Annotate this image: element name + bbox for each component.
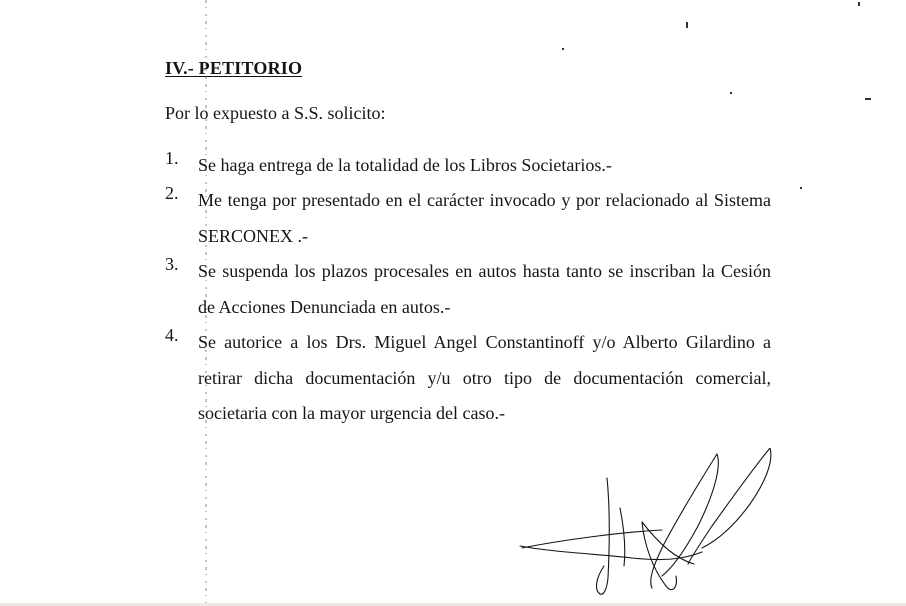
list-item-number: 3. xyxy=(165,254,179,274)
list-item xyxy=(165,254,771,325)
list-item xyxy=(165,325,771,432)
list-item-text: Se haga entrega de la totalidad de los Libros Societarios.- xyxy=(198,155,612,175)
list-item-text: Se suspenda los plazos procesales en autos hasta tanto se inscriban la Cesión de Acciones Denunciada en autos.- xyxy=(198,261,771,317)
list-item-text: Se autorice a los Drs. Miguel Angel Constantinoff y/o Alberto Gilardino a retirar dicha documentación y/u otro tipo de documentación comercial, societaria con la mayor urgencia del caso.- xyxy=(198,332,771,423)
scan-speck xyxy=(686,22,688,28)
scan-speck xyxy=(858,2,860,6)
scan-speck xyxy=(730,92,732,94)
scan-speck xyxy=(562,48,564,50)
list-item-number: 4. xyxy=(165,325,179,345)
scan-speck xyxy=(800,187,802,189)
list-item-text: Me tenga por presentado en el carácter invocado y por relacionado al Sistema SERCONEX .- xyxy=(198,190,771,246)
list-item-number: 1. xyxy=(165,148,179,168)
list-item-number: 2. xyxy=(165,183,179,203)
section-heading: IV.- PETITORIO xyxy=(165,58,303,78)
list-item xyxy=(165,148,771,184)
handwritten-signature-icon xyxy=(512,448,782,606)
scan-speck xyxy=(865,98,871,100)
list-item xyxy=(165,183,771,254)
intro-text: Por lo expuesto a S.S. solicito: xyxy=(165,103,386,123)
